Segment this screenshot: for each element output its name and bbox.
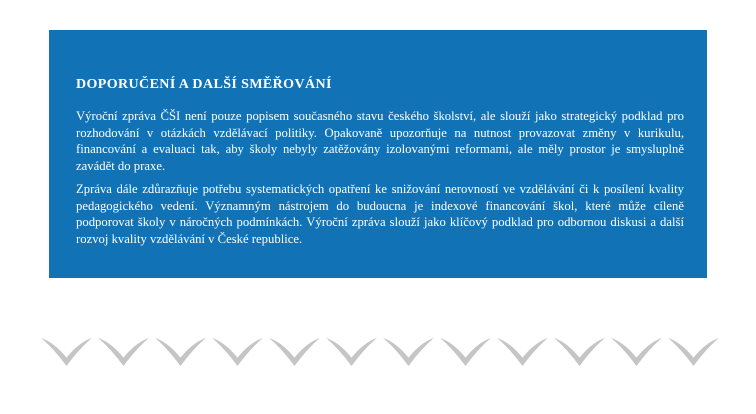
chevron-down-icon [97, 335, 150, 367]
chevron-down-icon [268, 335, 321, 367]
recommendations-card [49, 30, 707, 278]
chevron-down-icon [211, 335, 264, 367]
chevron-divider [40, 335, 720, 367]
chevron-down-icon [610, 335, 663, 367]
chevron-down-icon [382, 335, 435, 367]
chevron-down-icon [40, 335, 93, 367]
chevron-down-icon [553, 335, 606, 367]
chevron-down-icon [154, 335, 207, 367]
chevron-down-icon [667, 335, 720, 367]
chevron-down-icon [439, 335, 492, 367]
card-paragraph-1: Výroční zpráva ČŠI není pouze popisem současného stavu českého školství, ale slouží jako strategický podklad pro rozhodování v otázkách vzdělávací politiky. Opakovaně upozorňuje na nutnost provazovat změny v kurikulu, financování a evaluaci tak, aby školy nebyly zatěžovány izolovanými reformami, ale měly prostor je smysluplně zavádět do praxe. [76, 109, 684, 173]
card-title: DOPORUČENÍ A DALŠÍ SMĚŘOVÁNÍ [76, 77, 332, 92]
chevron-down-icon [325, 335, 378, 367]
chevron-down-icon [496, 335, 549, 367]
card-paragraph-2: Zpráva dále zdůrazňuje potřebu systematických opatření ke snižování nerovností ve vzdělávání či k posílení kvality pedagogického vedení. Významným nástrojem do budoucna je indexové financování škol, které může cíleně podporovat školy v náročných podmínkách. Výroční zpráva slouží jako klíčový podklad pro odbornou diskusi a další rozvoj kvality vzdělávání v České republice. [76, 182, 684, 246]
